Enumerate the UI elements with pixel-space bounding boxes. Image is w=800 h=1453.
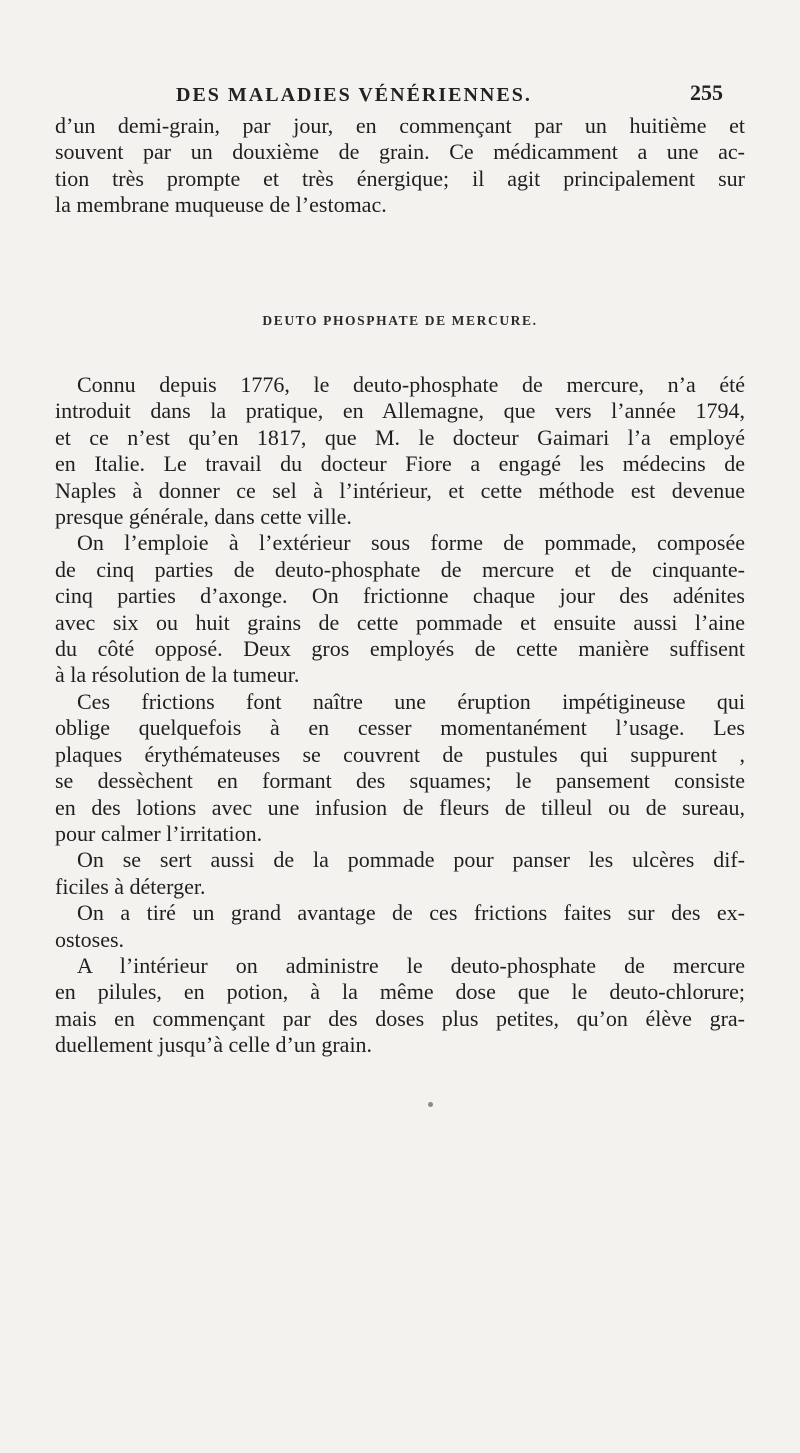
text-line: souvent par un douxième de grain. Ce médicamment a une ac-	[55, 139, 745, 165]
text-line: introduit dans la pratique, en Allemagne, que vers l’année 1794,	[55, 398, 745, 424]
text-line: duellement jusqu’à celle d’un grain.	[55, 1032, 373, 1058]
text-line: plaques érythémateuses se couvrent de pustules qui suppurent ,	[55, 741, 745, 767]
text-line: d’un demi-grain, par jour, en commençant par un huitième et	[55, 113, 745, 138]
text-line: à la résolution de la tumeur.	[55, 662, 300, 688]
text-line: en Italie. Le travail du docteur Fiore a engagé les médecins de	[55, 451, 745, 477]
text-line: ficiles à déterger.	[55, 873, 206, 899]
text-line: Ces frictions font naître une éruption impétigineuse qui	[77, 688, 745, 714]
text-line: la membrane muqueuse de l’estomac.	[55, 192, 387, 218]
text-line: en des lotions avec une infusion de fleurs de tilleul ou de sureau,	[55, 794, 745, 820]
text-line: On l’emploie à l’extérieur sous forme de pommade, composée	[77, 530, 745, 556]
text-line: A l’intérieur on administre le deuto-phosphate de mercure	[77, 952, 745, 978]
text-line: avec six ou huit grains de cette pommade et ensuite aussi l’aine	[55, 609, 745, 635]
text-line: On a tiré un grand avantage de ces frictions faites sur des ex-	[77, 900, 745, 926]
page-number: 255	[690, 80, 723, 105]
text-line: et ce n’est qu’en 1817, que M. le docteur Gaimari l’a employé	[55, 424, 745, 450]
text-line: Connu depuis 1776, le deuto-phosphate de mercure, n’a été	[77, 372, 745, 397]
text-line: mais en commençant par des doses plus petites, qu’on élève gra-	[55, 1005, 745, 1031]
text-line: de cinq parties de deuto-phosphate de mercure et de cinquante-	[55, 556, 745, 582]
running-title: DES MALADIES VÉNÉRIENNES.	[176, 84, 532, 106]
section-heading: DEUTO PHOSPHATE DE MERCURE.	[262, 313, 538, 328]
text-line: Naples à donner ce sel à l’intérieur, et cette méthode est devenue	[55, 477, 745, 503]
text-line: On se sert aussi de la pommade pour panser les ulcères dif-	[77, 847, 745, 873]
text-line: pour calmer l’irritation.	[55, 820, 263, 846]
text-line: en pilules, en potion, à la même dose que le deuto-chlorure;	[55, 979, 745, 1005]
body-text	[55, 372, 745, 1059]
text-line: ostoses.	[55, 926, 125, 952]
ink-speck	[428, 1102, 433, 1107]
text-line: du côté opposé. Deux gros employés de cette manière suffisent	[55, 636, 745, 662]
text-line: presque générale, dans cette ville.	[55, 504, 352, 530]
text-line: se dessèchent en formant des squames; le pansement consiste	[55, 768, 745, 794]
intro-paragraph	[55, 113, 745, 219]
text-line: oblige quelquefois à en cesser momentanément l’usage. Les	[55, 715, 745, 741]
text-line: tion très prompte et très énergique; il agit principalement sur	[55, 165, 745, 191]
text-line: cinq parties d’axonge. On frictionne chaque jour des adénites	[55, 583, 745, 609]
